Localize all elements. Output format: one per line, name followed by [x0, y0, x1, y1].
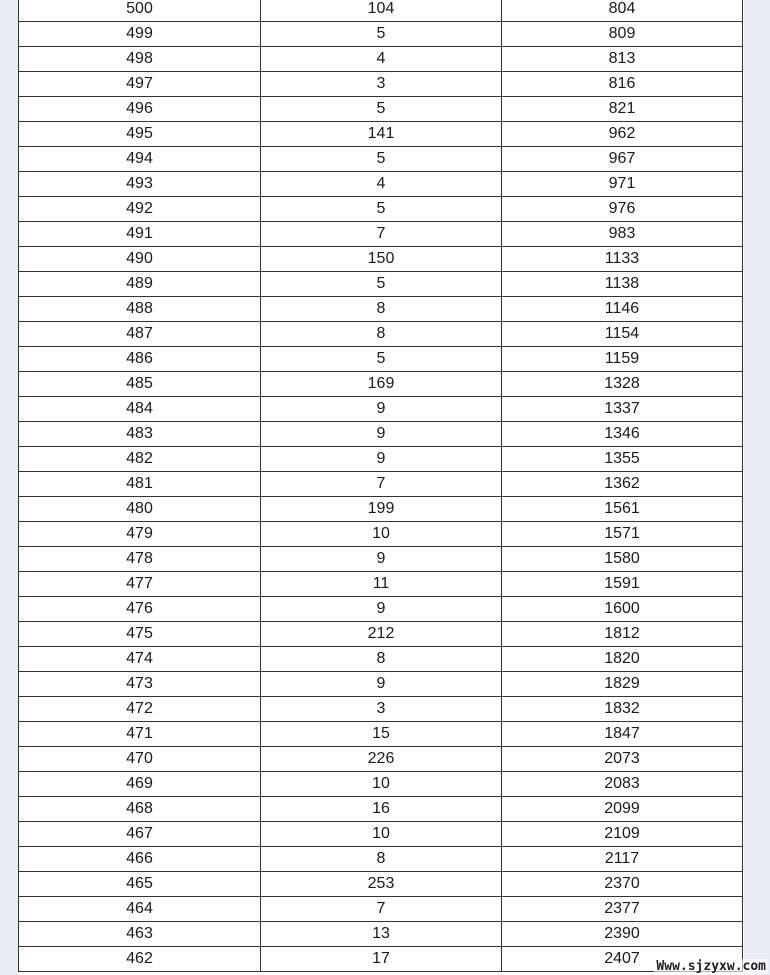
cumulative-cell: 983 [502, 222, 743, 247]
score-cell: 469 [19, 772, 261, 797]
cumulative-cell: 976 [502, 197, 743, 222]
score-cell: 467 [19, 822, 261, 847]
score-cell: 499 [19, 22, 261, 47]
cumulative-cell: 1133 [502, 247, 743, 272]
score-cell: 497 [19, 72, 261, 97]
cumulative-cell: 1580 [502, 547, 743, 572]
table-row [19, 597, 743, 622]
count-cell: 8 [261, 647, 502, 672]
count-cell: 9 [261, 597, 502, 622]
count-cell: 10 [261, 772, 502, 797]
score-cell: 498 [19, 47, 261, 72]
table-row [19, 822, 743, 847]
score-cell: 466 [19, 847, 261, 872]
table-row [19, 0, 743, 22]
table-row [19, 922, 743, 947]
table-row [19, 447, 743, 472]
cumulative-cell: 2390 [502, 922, 743, 947]
score-cell: 479 [19, 522, 261, 547]
count-cell: 141 [261, 122, 502, 147]
count-cell: 10 [261, 522, 502, 547]
count-cell: 9 [261, 672, 502, 697]
score-cell: 480 [19, 497, 261, 522]
cumulative-cell: 1600 [502, 597, 743, 622]
score-cell: 468 [19, 797, 261, 822]
cumulative-cell: 1346 [502, 422, 743, 447]
table-row [19, 947, 743, 972]
table-row [19, 147, 743, 172]
cumulative-cell: 2083 [502, 772, 743, 797]
count-cell: 199 [261, 497, 502, 522]
table-row [19, 397, 743, 422]
score-cell: 477 [19, 572, 261, 597]
count-cell: 4 [261, 47, 502, 72]
table-row [19, 47, 743, 72]
count-cell: 9 [261, 447, 502, 472]
score-cell: 463 [19, 922, 261, 947]
count-cell: 226 [261, 747, 502, 772]
score-cell: 478 [19, 547, 261, 572]
score-cell: 488 [19, 297, 261, 322]
table-row [19, 122, 743, 147]
score-cell: 490 [19, 247, 261, 272]
cumulative-cell: 2073 [502, 747, 743, 772]
right-margin [744, 0, 770, 975]
count-cell: 13 [261, 922, 502, 947]
count-cell: 15 [261, 722, 502, 747]
score-cell: 489 [19, 272, 261, 297]
count-cell: 212 [261, 622, 502, 647]
table-row [19, 422, 743, 447]
score-cell: 481 [19, 472, 261, 497]
table-row [19, 697, 743, 722]
score-cell: 482 [19, 447, 261, 472]
count-cell: 8 [261, 847, 502, 872]
score-cell: 492 [19, 197, 261, 222]
count-cell: 5 [261, 197, 502, 222]
count-cell: 17 [261, 947, 502, 972]
count-cell: 10 [261, 822, 502, 847]
score-cell: 484 [19, 397, 261, 422]
table-row [19, 647, 743, 672]
cumulative-cell: 2099 [502, 797, 743, 822]
score-cell: 485 [19, 372, 261, 397]
cumulative-cell: 1561 [502, 497, 743, 522]
count-cell: 5 [261, 147, 502, 172]
cumulative-cell: 1337 [502, 397, 743, 422]
count-cell: 9 [261, 422, 502, 447]
table-row [19, 297, 743, 322]
score-cell: 475 [19, 622, 261, 647]
cumulative-cell: 2109 [502, 822, 743, 847]
count-cell: 5 [261, 97, 502, 122]
cumulative-cell: 962 [502, 122, 743, 147]
table-row [19, 322, 743, 347]
watermark: Www.sjzyxw.com [656, 959, 766, 974]
score-cell: 474 [19, 647, 261, 672]
score-cell: 483 [19, 422, 261, 447]
count-cell: 9 [261, 547, 502, 572]
table-row [19, 522, 743, 547]
cumulative-cell: 1829 [502, 672, 743, 697]
cumulative-cell: 1328 [502, 372, 743, 397]
cumulative-cell: 821 [502, 97, 743, 122]
count-cell: 8 [261, 297, 502, 322]
cumulative-cell: 809 [502, 22, 743, 47]
cumulative-cell: 1138 [502, 272, 743, 297]
score-cell: 486 [19, 347, 261, 372]
cumulative-cell: 1847 [502, 722, 743, 747]
table-row [19, 872, 743, 897]
cumulative-cell: 2370 [502, 872, 743, 897]
count-cell: 16 [261, 797, 502, 822]
table-row [19, 547, 743, 572]
count-cell: 169 [261, 372, 502, 397]
count-cell: 3 [261, 697, 502, 722]
cumulative-cell: 2407 [502, 947, 743, 972]
table-row [19, 897, 743, 922]
score-table [18, 0, 743, 972]
table-row [19, 622, 743, 647]
table-row [19, 197, 743, 222]
score-cell: 496 [19, 97, 261, 122]
count-cell: 4 [261, 172, 502, 197]
cumulative-cell: 1154 [502, 322, 743, 347]
cumulative-cell: 967 [502, 147, 743, 172]
table-row [19, 222, 743, 247]
score-cell: 476 [19, 597, 261, 622]
score-cell: 472 [19, 697, 261, 722]
count-cell: 104 [261, 0, 502, 22]
count-cell: 5 [261, 22, 502, 47]
document-sheet [18, 0, 744, 975]
cumulative-cell: 1591 [502, 572, 743, 597]
score-cell: 493 [19, 172, 261, 197]
cumulative-cell: 1571 [502, 522, 743, 547]
table-row [19, 772, 743, 797]
table-row [19, 272, 743, 297]
cumulative-cell: 816 [502, 72, 743, 97]
score-cell: 465 [19, 872, 261, 897]
score-cell: 491 [19, 222, 261, 247]
cumulative-cell: 2377 [502, 897, 743, 922]
score-cell: 471 [19, 722, 261, 747]
count-cell: 7 [261, 472, 502, 497]
table-row [19, 672, 743, 697]
count-cell: 150 [261, 247, 502, 272]
count-cell: 9 [261, 397, 502, 422]
table-row [19, 172, 743, 197]
count-cell: 253 [261, 872, 502, 897]
cumulative-cell: 1832 [502, 697, 743, 722]
table-row [19, 72, 743, 97]
table-row [19, 97, 743, 122]
cumulative-cell: 813 [502, 47, 743, 72]
score-cell: 487 [19, 322, 261, 347]
cumulative-cell: 2117 [502, 847, 743, 872]
table-row [19, 472, 743, 497]
count-cell: 5 [261, 272, 502, 297]
table-row [19, 847, 743, 872]
left-margin [0, 0, 18, 975]
count-cell: 7 [261, 222, 502, 247]
table-row [19, 497, 743, 522]
cumulative-cell: 971 [502, 172, 743, 197]
count-cell: 11 [261, 572, 502, 597]
count-cell: 3 [261, 72, 502, 97]
score-cell: 470 [19, 747, 261, 772]
cumulative-cell: 1362 [502, 472, 743, 497]
score-cell: 500 [19, 0, 261, 22]
table-row [19, 572, 743, 597]
cumulative-cell: 1820 [502, 647, 743, 672]
count-cell: 5 [261, 347, 502, 372]
cumulative-cell: 1812 [502, 622, 743, 647]
table-row [19, 722, 743, 747]
count-cell: 7 [261, 897, 502, 922]
table-row [19, 747, 743, 772]
table-row [19, 247, 743, 272]
score-table-body [19, 0, 743, 972]
cumulative-cell: 1159 [502, 347, 743, 372]
score-cell: 473 [19, 672, 261, 697]
table-row [19, 372, 743, 397]
count-cell: 8 [261, 322, 502, 347]
cumulative-cell: 804 [502, 0, 743, 22]
score-cell: 462 [19, 947, 261, 972]
score-cell: 494 [19, 147, 261, 172]
table-row [19, 22, 743, 47]
cumulative-cell: 1355 [502, 447, 743, 472]
cumulative-cell: 1146 [502, 297, 743, 322]
score-cell: 464 [19, 897, 261, 922]
table-row [19, 797, 743, 822]
score-cell: 495 [19, 122, 261, 147]
table-row [19, 347, 743, 372]
